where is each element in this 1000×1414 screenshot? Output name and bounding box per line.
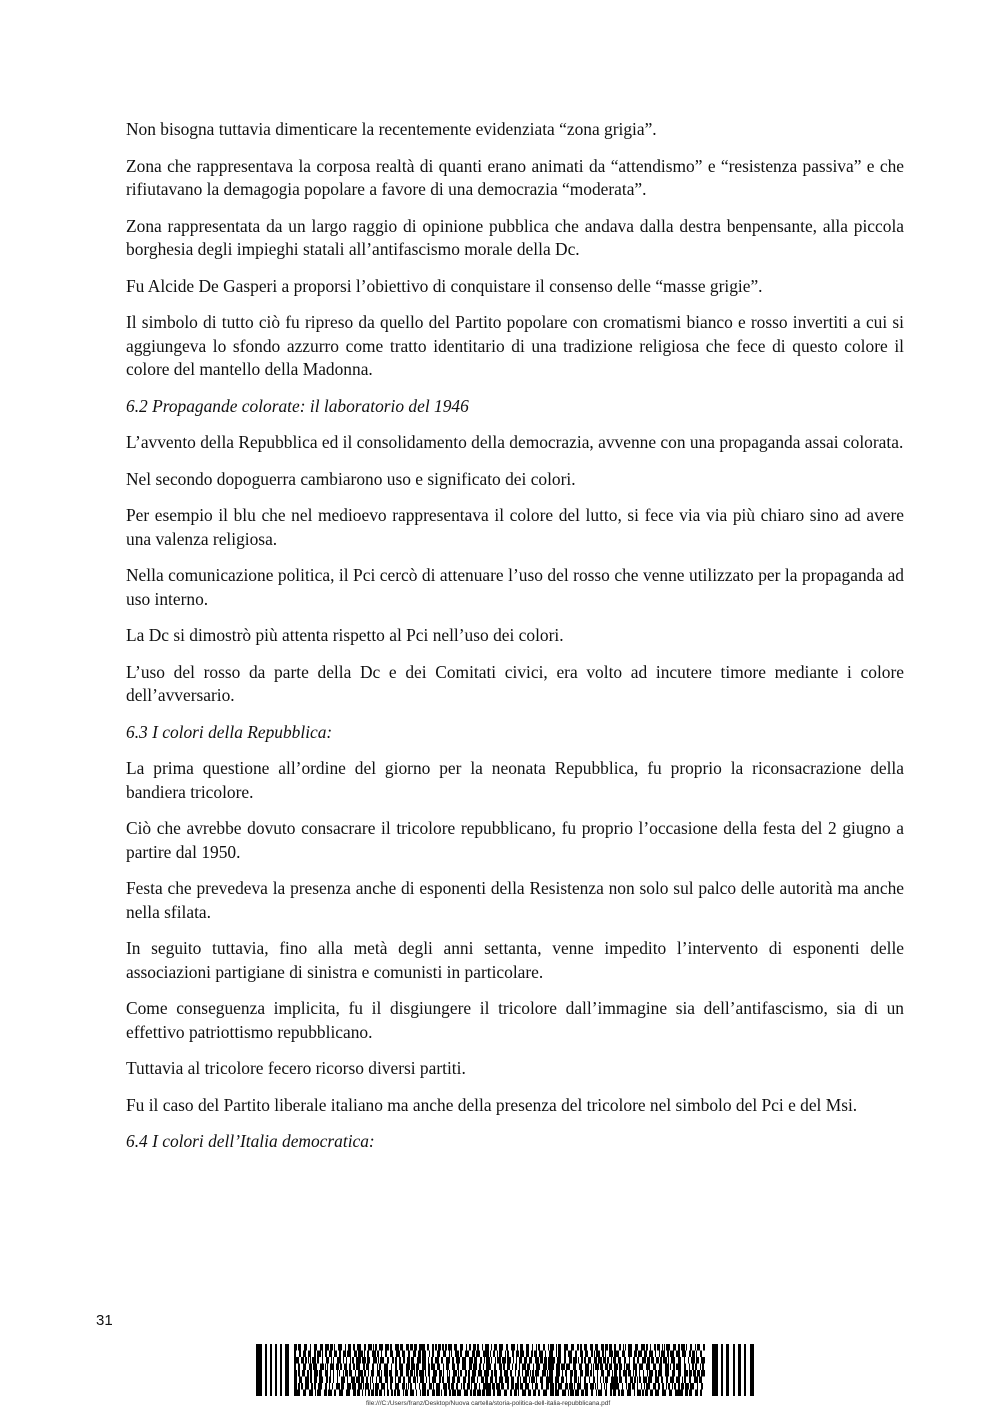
page-number: 31 bbox=[96, 1312, 113, 1329]
paragraph: Fu il caso del Partito liberale italiano ma anche della presenza del tricolore nel simbolo del Pci e del Msi. bbox=[126, 1094, 858, 1115]
paragraph: In seguito tuttavia, fino alla metà degli anni settanta, venne impedito l’intervento di esponenti delle associazioni partigiane di sinistra e comunisti in particolare. bbox=[126, 938, 904, 982]
paragraph: Il simbolo di tutto ciò fu ripreso da quello del Partito popolare con cromatismi bianco e rosso invertiti a cui si aggiungeva lo sfondo azzurro come tratto identitario di una tradizione religiosa che fece di questo colore il colore del mantello della Madonna. bbox=[126, 312, 904, 379]
paragraph: L’avvento della Repubblica ed il consolidamento della democrazia, avvenne con una propaganda assai colorata. bbox=[126, 432, 904, 452]
section-heading: 6.2 Propagande colorate: il laboratorio del 1946 bbox=[126, 395, 469, 416]
paragraph: Come conseguenza implicita, fu il disgiungere il tricolore dall’immagine sia dell’antifascismo, sia di un effettivo patriottismo repubblicano. bbox=[126, 998, 904, 1042]
paragraph: Ciò che avrebbe dovuto consacrare il tricolore repubblicano, fu proprio l’occasione della festa del 2 giugno a partire dal 1950. bbox=[126, 818, 904, 862]
paragraph: Zona che rappresentava la corposa realtà di quanti erano animati da “attendismo” e “resistenza passiva” e che rifiutavano la demagogia popolare a favore di una democrazia “moderata”. bbox=[126, 155, 904, 199]
section-heading: 6.3 I colori della Repubblica: bbox=[126, 721, 333, 742]
paragraph: Festa che prevedeva la presenza anche di esponenti della Resistenza non solo sul palco delle autorità ma anche nella sfilata. bbox=[126, 878, 904, 922]
paragraph: La prima questione all’ordine del giorno per la neonata Repubblica, fu proprio la riconsacrazione della bandiera tricolore. bbox=[126, 758, 904, 802]
paragraph: Nel secondo dopoguerra cambiarono uso e significato dei colori. bbox=[126, 468, 576, 489]
document-body bbox=[126, 118, 904, 1167]
paragraph: Zona rappresentata da un largo raggio di opinione pubblica che andava dalla destra benpensante, alla piccola borghesia degli impieghi statali all’antifascismo morale della Dc. bbox=[126, 215, 904, 259]
barcode bbox=[256, 1344, 756, 1396]
paragraph: Fu Alcide De Gasperi a proporsi l’obiettivo di conquistare il consenso delle “masse grigie”. bbox=[126, 275, 763, 296]
paragraph: L’uso del rosso da parte della Dc e dei Comitati civici, era volto ad incutere timore mediante i colore dell’avversario. bbox=[126, 661, 904, 705]
paragraph: Tuttavia al tricolore fecero ricorso diversi partiti. bbox=[126, 1058, 466, 1078]
paragraph: La Dc si dimostrò più attenta rispetto al Pci nell’uso dei colori. bbox=[126, 625, 564, 645]
paragraph: Per esempio il blu che nel medioevo rappresentava il colore del lutto, si fece via via più chiaro sino ad avere una valenza religiosa. bbox=[126, 505, 904, 549]
paragraph: Non bisogna tuttavia dimenticare la recentemente evidenziata “zona grigia”. bbox=[126, 119, 657, 139]
section-heading: 6.4 I colori dell’Italia democratica: bbox=[126, 1131, 375, 1151]
paragraph: Nella comunicazione politica, il Pci cercò di attenuare l’uso del rosso che venne utilizzato per la propaganda ad uso interno. bbox=[126, 565, 904, 609]
file-path-footer: file:///C:/Users/franz/Desktop/Nuova cartella/storia-politica-dell-italia-repubblicana.pdf bbox=[366, 1400, 611, 1407]
